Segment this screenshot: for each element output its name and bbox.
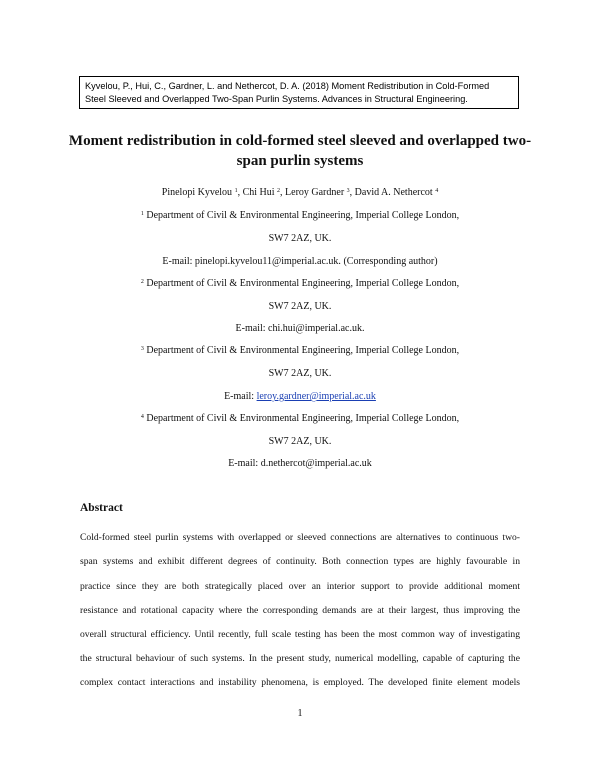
affiliation-postcode: SW7 2AZ, UK. [268,368,332,379]
abstract-line: resistance and rotational capacity where the corresponding demands are at their largest, thus improving the [80,605,520,616]
affiliation-dept: $^3$ Department of Civil & Environmental Engineering, Imperial College London, [140,345,460,356]
citation-line-1: Kyvelou, P., Hui, C., Gardner, L. and Nethercot, D. A. (2018) Moment Redistribution in Cold-Formed [85,81,490,91]
abstract-heading: Abstract [80,502,123,514]
email-address: d.nethercot@imperial.ac.uk [260,458,372,469]
author-mark: 3 [346,188,350,194]
citation-line-2: Steel Sleeved and Overlapped Two-Span Purlin Systems. Advances in Structural Engineering. [85,94,468,104]
paper-title [60,131,540,171]
abstract-line: Cold-formed steel purlin systems with overlapped or sleeved connections are alternatives to continuous two- [80,532,520,543]
affiliation-email: E-mail: d.nethercot@imperial.ac.uk [228,458,372,469]
affiliation-postcode: SW7 2AZ, UK. [268,301,332,312]
affiliation-postcode: SW7 2AZ, UK. [268,233,332,244]
author-name: Pinelopi Kyvelou [161,187,233,198]
page-number: 1 [297,708,303,719]
affiliation-mark: 4 [140,414,144,420]
abstract-line: practice since they are both strategically placed over an interior support to provide additional moment [80,581,520,592]
abstract-line: span systems and exhibit different degrees of continuity. Both connection types are highly favourable in [80,556,520,567]
affiliation-email: E-mail: chi.hui@imperial.ac.uk. [235,323,365,334]
affiliation-postcode: SW7 2AZ, UK. [268,436,332,447]
affiliation-dept: $^4$ Department of Civil & Environmental Engineering, Imperial College London, [140,413,460,424]
author-name: Leroy Gardner [285,187,345,198]
author-mark: 4 [435,188,439,194]
affiliation-mark: 3 [140,346,144,352]
affiliation-mark: 1 [140,211,144,217]
author-name: Chi Hui [242,187,275,198]
citation-box [79,76,519,109]
author-list: Pinelopi Kyvelou $^1$, Chi Hui $^2$, Leroy Gardner $^3$, David A. Nethercot $^4$ [161,187,439,198]
affiliation-email: E-mail: leroy.gardner@imperial.ac.uk [224,391,376,402]
email-address: pinelopi.kyvelou11@imperial.ac.uk. [194,256,341,267]
affiliation-mark: 2 [140,279,144,285]
author-mark: 2 [277,188,281,194]
abstract-line: overall structural efficiency. Until recently, full scale testing has been the most common way of investigating [80,629,520,640]
title-line-2: span purlin systems [236,153,364,169]
abstract-line: the structural behaviour of such systems. In the present study, numerical modelling, capable of capturing the [80,653,520,664]
author-mark: 1 [234,188,238,194]
email-address: chi.hui@imperial.ac.uk. [268,323,365,334]
abstract-line: complex contact interactions and instability phenomena, is employed. The developed finite element models [80,677,520,688]
title-line-1: Moment redistribution in cold-formed steel sleeved and overlapped two- [68,133,532,149]
affiliation-dept: $^2$ Department of Civil & Environmental Engineering, Imperial College London, [140,278,460,289]
affiliation-email: E-mail: pinelopi.kyvelou11@imperial.ac.uk. (Corresponding author) [162,256,438,267]
affiliation-dept: $^1$ Department of Civil & Environmental Engineering, Imperial College London, [140,210,460,221]
author-name: David A. Nethercot [354,187,433,198]
email-link[interactable]: leroy.gardner@imperial.ac.uk [256,391,376,402]
